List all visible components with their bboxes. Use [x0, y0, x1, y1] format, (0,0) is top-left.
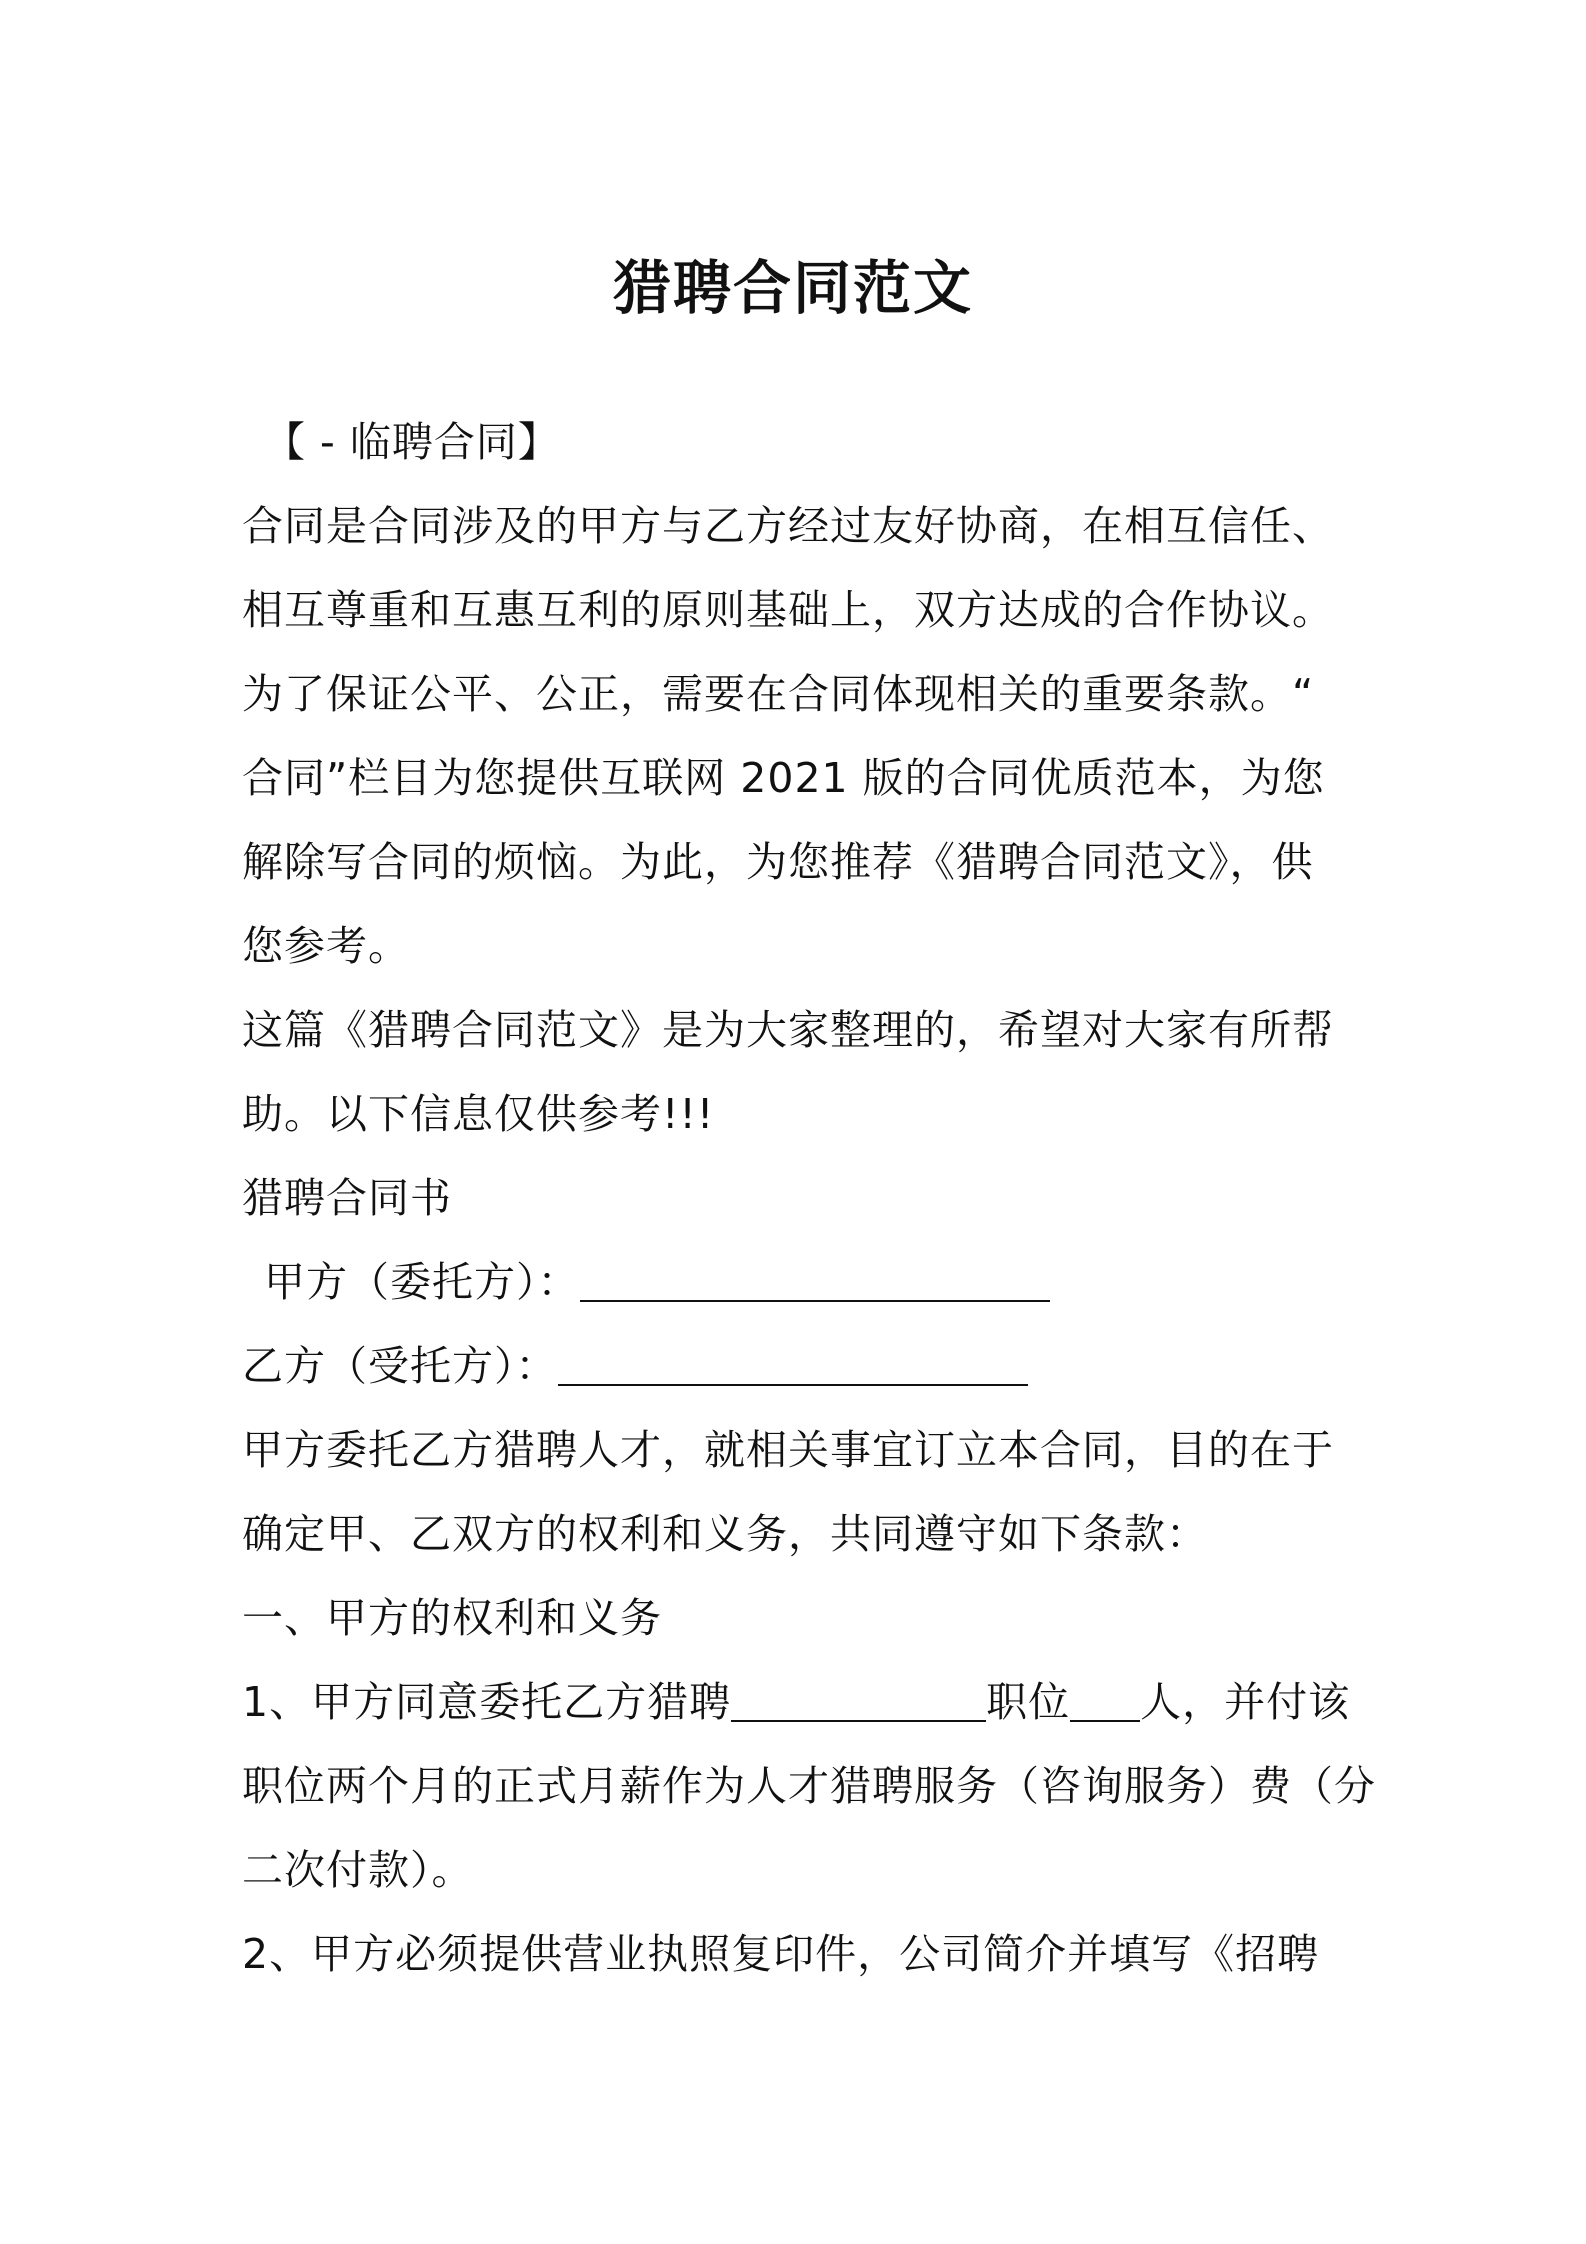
clause-2-line: 2、甲方必须提供营业执照复印件，公司简介并填写《招聘: [242, 1930, 1320, 1978]
paragraph-line: 二次付款）。: [242, 1846, 474, 1894]
document-body: [242, 400, 1376, 1996]
paragraph-line: 这篇《猎聘合同范文》是为大家整理的，希望对大家有所帮: [242, 1006, 1334, 1054]
paragraph-line: 合同”栏目为您提供互联网 2021 版的合同优质范本，为您: [242, 754, 1325, 802]
party-a-label: 甲方（委托方）：: [264, 1258, 580, 1306]
paragraph-line: 甲方委托乙方猎聘人才，就相关事宜订立本合同，目的在于: [242, 1426, 1334, 1474]
clause-1-text: 1、甲方同意委托乙方猎聘: [242, 1678, 732, 1726]
party-b-blank[interactable]: [558, 1338, 1028, 1386]
paragraph-line: 解除写合同的烦恼。为此，为您推荐《猎聘合同范文》，供: [242, 838, 1314, 886]
section-title: 一、甲方的权利和义务: [242, 1594, 662, 1642]
paragraph-line: 职位两个月的正式月薪作为人才猎聘服务（咨询服务）费（分: [242, 1762, 1376, 1810]
party-b-label: 乙方（受托方）：: [242, 1342, 558, 1390]
clause-1-position-label: 职位: [986, 1678, 1071, 1726]
paragraph-line: 相互尊重和互惠互利的原则基础上，双方达成的合作协议。: [242, 586, 1334, 634]
paragraph-line: 为了保证公平、公正，需要在合同体现相关的重要条款。“: [242, 670, 1315, 718]
party-a-blank[interactable]: [580, 1254, 1050, 1302]
clause-1-line: [242, 1660, 1357, 1744]
headcount-blank[interactable]: [1070, 1674, 1140, 1722]
paragraph-line: 您参考。: [242, 922, 410, 970]
position-blank[interactable]: [731, 1674, 986, 1722]
document-title: 猎聘合同范文: [612, 254, 973, 322]
party-a-line: [242, 1240, 1357, 1324]
party-b-line: [242, 1324, 1357, 1408]
contract-heading: 猎聘合同书: [242, 1174, 452, 1222]
paragraph-line: 确定甲、乙双方的权利和义务，共同遵守如下条款：: [242, 1510, 1208, 1558]
section-heading: 【 - 临聘合同】: [264, 418, 560, 466]
clause-1-tail: 人，并付该: [1140, 1678, 1351, 1726]
paragraph-line: 合同是合同涉及的甲方与乙方经过友好协商，在相互信任、: [242, 502, 1334, 550]
paragraph-line: 助。以下信息仅供参考!!!: [242, 1090, 715, 1138]
